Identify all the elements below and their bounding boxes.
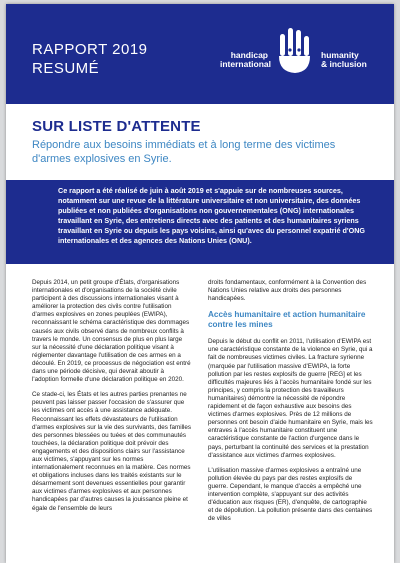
hi-logo xyxy=(220,24,380,80)
report-year: RAPPORT 2019 xyxy=(32,41,148,58)
logo-left-line2: international xyxy=(220,59,272,69)
paragraph: Depuis le début du conflit en 2011, l'utilisation d'EWIPA est une caractéristique constante de la violence en Syrie, qui a fait de nombreuses victimes civiles. La fracture syrienne (marquée par l'utilisation massive d'EWIPA, la forte pollution par les restes explosifs de guerre [REG] et les difficultés majeures liés à l'accès humanitaire fondé sur les principes, y compris la protection des travailleurs humanitaires) démontre la nécessité de répondre rapidement et de façon exhaustive aux besoins des victimes d'armes explosives. Près de 12 millions de personnes ont besoin d'aide humanitaire en Syrie, mais les entraves à l'accès humanitaire constituent une caractéristique constante de l'action d'urgence dans le pays, perturbant la continuité des services et la prestation d'assistance aux victimes d'armes explosives. xyxy=(208,338,373,459)
logo-text-right xyxy=(321,51,391,69)
page-title: SUR LISTE D'ATTENTE xyxy=(32,118,201,135)
intro-text: Ce rapport a été réalisé de juin à août 2019 et s'appuie sur de nombreuses sources, notamment sur une revue de la littérature universitaire et non universitaire, des données publiées et non publiées d'organisations non gouvernementales (ONG) internationales travaillant en Syrie, des entretiens directs avec des patients et des humanitaires syriens travaillant en Syrie ou depuis les pays voisins, ainsi qu'avec du personnel expatrié d'ONG internationales et des agences des Nations Unies (ONU). xyxy=(58,186,365,245)
paragraph: L'utilisation massive d'armes explosives a entraîné une pollution élevée du pays par des restes explosifs de guerre. Cependant, le manque d'accès a empêché une intervention complète, s'appuyant sur des activités d'éducation aux risques (ER), d'enquête, de cartographie et de dépollution. La pollution présente dans des centaines de villes xyxy=(208,466,373,523)
logo-text-left xyxy=(220,50,272,69)
paragraph: Ce stade-ci, les États et les autres parties prenantes ne peuvent pas laisser passer l'occasion de s'assurer que les victimes ont accès à une assistance adéquate. Reconnaissant les effets dévastateurs de l'utilisation d'armes explosives sur la vie des survivants, des familles des personnes blessées ou tuées et des communautés touchées, la déclaration politique doit prévoir des engagements et des dispositions clairs sur l'assistance aux victimes, s'appuyant sur les normes internationalement reconnues en la matière. Ces normes et obligations incluses dans les traités existants sur le désarmement sont devenues essentielles pour garantir aux victimes d'armes explosives et aux personnes handicapées par d'autres causes la jouissance pleine et égale de l'ensemble de leurs xyxy=(32,391,192,512)
page-subtitle: Répondre aux besoins immédiats et à long terme des victimes d'armes explosives en Syrie. xyxy=(32,139,336,165)
logo-right-line2: & inclusion xyxy=(321,59,367,69)
paragraph: Depuis 2014, un petit groupe d'États, d'organisations internationales et d'organisations de la société civile participent à des discussions internationales visant à améliorer la protection des civils contre l'utilisation d'armes explosives en zones peuplées (EWIPA), reconnaissant le schéma caractéristique des dommages causés aux civils observé dans de nombreux conflits à travers le monde. Un consensus de plus en plus large sur la nécessité d'une déclaration politique visant à réglementer davantage l'utilisation de ces armes en a découlé. En 2019, ce processus de négociation est entré dans une période décisive, qui devrait aboutir à l'adoption formelle d'une déclaration politique en 2020. xyxy=(32,279,191,384)
report-label xyxy=(32,40,148,78)
header-band xyxy=(6,4,394,104)
report-page xyxy=(6,4,394,563)
hand-icon xyxy=(275,26,315,76)
right-column xyxy=(208,279,373,530)
paragraph: droits fondamentaux, conformément à la Convention des Nations Unies relative aux droits des personnes handicapées. xyxy=(208,279,367,303)
logo-left-line1: handicap xyxy=(230,50,268,60)
section-heading: Accès humanitaire et action humanitaire contre les mines xyxy=(208,310,366,330)
left-column xyxy=(32,279,192,520)
logo-right-line1: humanity xyxy=(321,50,359,60)
intro-banner xyxy=(6,180,394,264)
report-type: RESUMÉ xyxy=(32,60,100,77)
